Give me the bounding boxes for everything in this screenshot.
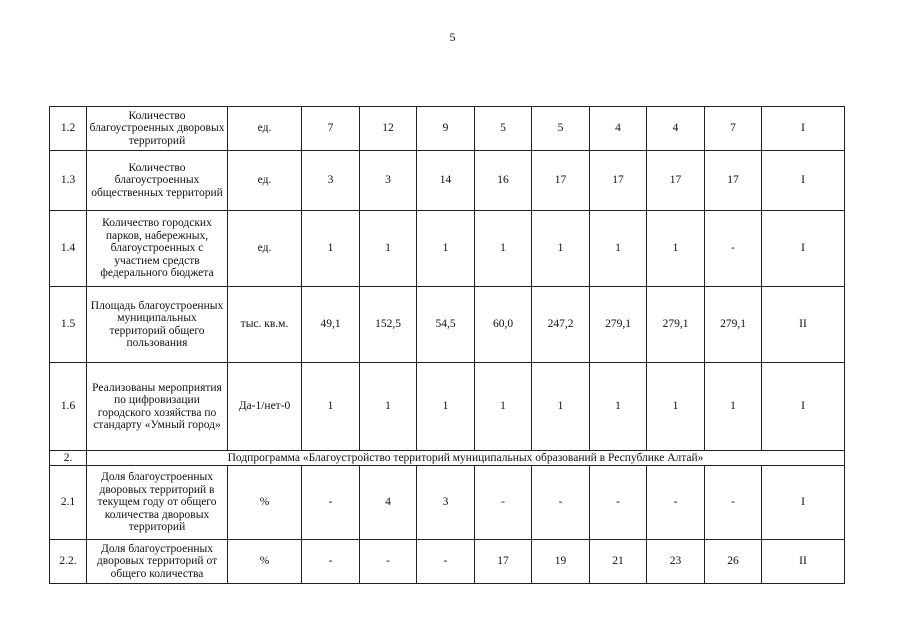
value-cell: 1 [647,211,705,287]
table-row [50,466,845,540]
indicator-name: Количество городских парков, набережных, благоустроенных с участием средств федерального бюджета [87,211,228,287]
value-cell: 26 [705,540,762,584]
value-cell: 7 [705,107,762,151]
value-cell: 17 [590,151,647,211]
value-cell: 152,5 [360,287,417,363]
value-cell: 49,1 [302,287,360,363]
value-cell: 1 [302,211,360,287]
level-cell: II [762,287,845,363]
value-cell: 1 [302,363,360,451]
value-cell: 1 [360,363,417,451]
row-number: 2.1 [50,466,87,540]
value-cell: 1 [475,211,532,287]
value-cell: - [532,466,590,540]
unit-cell: % [228,466,302,540]
indicators-table [49,106,845,584]
table-row [50,363,845,451]
value-cell: 17 [705,151,762,211]
section-row [50,451,845,466]
level-cell: I [762,211,845,287]
value-cell: 21 [590,540,647,584]
level-cell: II [762,540,845,584]
value-cell: 5 [475,107,532,151]
indicator-name: Количество благоустроенных дворовых территорий [87,107,228,151]
unit-cell: % [228,540,302,584]
value-cell: - [302,466,360,540]
value-cell: 1 [417,211,475,287]
indicator-name: Площадь благоустроенных муниципальных территорий общего пользования [87,287,228,363]
unit-cell: тыс. кв.м. [228,287,302,363]
level-cell: I [762,107,845,151]
value-cell: 1 [590,363,647,451]
level-cell: I [762,363,845,451]
table-row [50,540,845,584]
unit-cell: ед. [228,107,302,151]
value-cell: 1 [590,211,647,287]
value-cell: 1 [417,363,475,451]
table-row [50,287,845,363]
indicator-name: Доля благоустроенных дворовых территорий от общего количества [87,540,228,584]
value-cell: 17 [475,540,532,584]
indicator-name: Доля благоустроенных дворовых территорий в текущем году от общего количества дворовых территорий [87,466,228,540]
value-cell: 1 [532,363,590,451]
value-cell: 1 [647,363,705,451]
indicator-name: Количество благоустроенных общественных территорий [87,151,228,211]
value-cell: - [647,466,705,540]
value-cell: 3 [360,151,417,211]
value-cell: 60,0 [475,287,532,363]
value-cell: 3 [417,466,475,540]
row-number: 1.4 [50,211,87,287]
section-title: Подпрограмма «Благоустройство территорий муниципальных образований в Республике Алтай» [87,451,845,466]
unit-cell: ед. [228,211,302,287]
row-number: 1.5 [50,287,87,363]
value-cell: 4 [647,107,705,151]
value-cell: 12 [360,107,417,151]
value-cell: 17 [647,151,705,211]
value-cell: - [360,540,417,584]
unit-cell: Да-1/нет-0 [228,363,302,451]
value-cell: 5 [532,107,590,151]
value-cell: - [705,466,762,540]
value-cell: 1 [705,363,762,451]
value-cell: 1 [360,211,417,287]
value-cell: 279,1 [705,287,762,363]
value-cell: - [302,540,360,584]
row-number: 1.3 [50,151,87,211]
section-number: 2. [50,451,87,466]
value-cell: 17 [532,151,590,211]
value-cell: - [705,211,762,287]
value-cell: - [590,466,647,540]
value-cell: 1 [475,363,532,451]
level-cell: I [762,151,845,211]
value-cell: 23 [647,540,705,584]
value-cell: 3 [302,151,360,211]
value-cell: 247,2 [532,287,590,363]
row-number: 2.2. [50,540,87,584]
value-cell: 54,5 [417,287,475,363]
value-cell: - [417,540,475,584]
unit-cell: ед. [228,151,302,211]
table-row [50,151,845,211]
value-cell: 4 [360,466,417,540]
indicator-name: Реализованы мероприятия по цифровизации городского хозяйства по стандарту «Умный город» [87,363,228,451]
value-cell: 4 [590,107,647,151]
value-cell: 14 [417,151,475,211]
value-cell: 16 [475,151,532,211]
table-row [50,107,845,151]
value-cell: 1 [532,211,590,287]
value-cell: - [475,466,532,540]
value-cell: 7 [302,107,360,151]
value-cell: 9 [417,107,475,151]
value-cell: 279,1 [590,287,647,363]
value-cell: 279,1 [647,287,705,363]
value-cell: 19 [532,540,590,584]
row-number: 1.2 [50,107,87,151]
table-row [50,211,845,287]
level-cell: I [762,466,845,540]
page-number: 5 [449,30,456,44]
row-number: 1.6 [50,363,87,451]
